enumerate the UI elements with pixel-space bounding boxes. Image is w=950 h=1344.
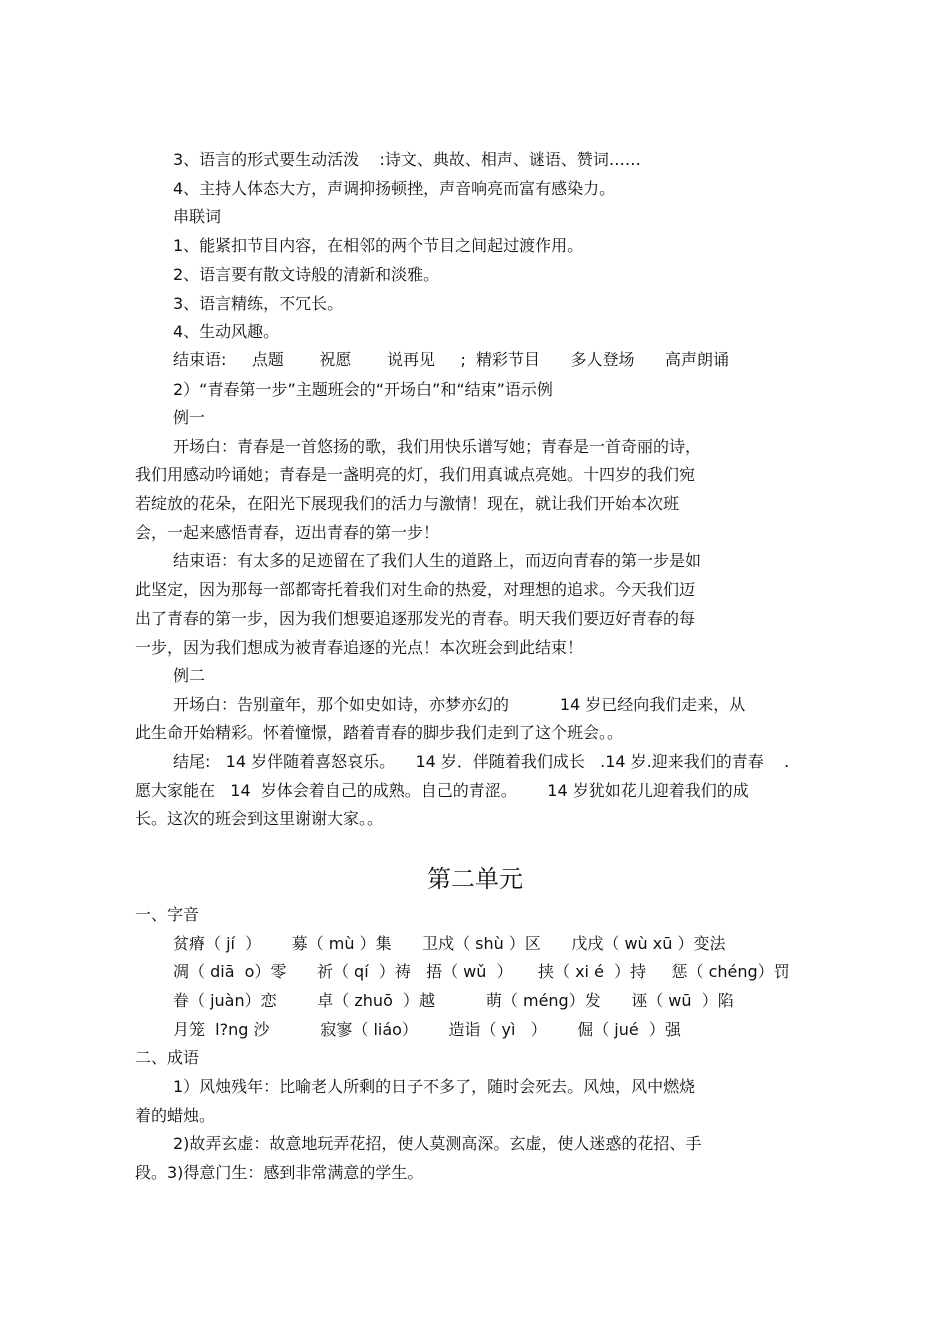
paragraph-line: 此生命开始精彩。怀着憧憬，踏着青春的脚步我们走到了这个班会。。	[135, 723, 624, 742]
text-line: 2）“青春第一步”主题班会的“开场白”和“结束”语示例	[173, 380, 553, 399]
idiom-line: 2)故弄玄虚：故意地玩弄花招，使人莫测高深。玄虚，使人迷惑的花招、手	[173, 1134, 702, 1153]
paragraph-line: 出了青春的第一步，因为我们想要追逐那发光的青春。明天我们要迈好青春的每	[135, 609, 696, 628]
paragraph-line: 此坚定，因为那每一部都寄托着我们对生命的热爱，对理想的追求。今天我们迈	[135, 580, 696, 599]
heading-lianchuanci: 串联词	[173, 207, 222, 226]
text-line: 4、生动风趣。	[173, 322, 280, 341]
example-heading: 例一	[173, 408, 206, 427]
section-heading: 一、字音	[135, 905, 200, 924]
paragraph-line: 一步，因为我们想成为被青春追逐的光点！本次班会到此结束！	[135, 638, 584, 657]
text-line: 3、语言的形式要生动活泼 :诗文、典故、相声、谜语、赞词……	[173, 150, 641, 169]
text-line: 4、主持人体态大方，声调抑扬顿挫，声音响亮而富有感染力。	[173, 179, 616, 198]
pinyin-line: 月笼 l?ng 沙 寂寥（ liáo） 造诣（ yì ） 倔（ jué ）强	[173, 1020, 681, 1039]
pinyin-line: 眷（ juàn）恋 卓（ zhuō ）越 萌（ méng）发 诬（ wū ）陷	[173, 991, 734, 1010]
text-line: 2、语言要有散文诗般的清新和淡雅。	[173, 265, 440, 284]
unit-title: 第二单元	[427, 865, 523, 893]
paragraph-line: 开场白：青春是一首悠扬的歌，我们用快乐谱写她；青春是一首奇丽的诗，	[173, 437, 702, 456]
text-line: 结束语: 点题 祝愿 说再见 ; 精彩节目 多人登场 高声朗诵	[173, 350, 730, 369]
idiom-line: 着的蜡烛。	[135, 1106, 216, 1125]
text-line: 1、能紧扣节目内容，在相邻的两个节目之间起过渡作用。	[173, 236, 584, 255]
paragraph-line: 结尾: 14 岁伴随着喜怒哀乐。 14 岁．伴随着我们成长 .14 岁.迎来我们的青春 .	[173, 752, 790, 771]
section-heading: 二、成语	[135, 1048, 200, 1067]
paragraph-line: 长。这次的班会到这里谢谢大家。。	[135, 809, 384, 828]
paragraph-line: 会，一起来感悟青春，迈出青春的第一步！	[135, 523, 440, 542]
pinyin-line: 贫瘠（ jí ） 募（ mù ）集 卫戍（ shù ）区 戊戌（ wù xū ）变法	[173, 934, 726, 953]
pinyin-line: 凋（ diā o）零 祈（ qí ）祷 捂（ wǔ ） 挟（ xi é ）持 惩（ chéng）罚	[173, 962, 790, 981]
text-line: 3、语言精练，不冗长。	[173, 294, 344, 313]
paragraph-line: 我们用感动吟诵她；青春是一盏明亮的灯，我们用真诚点亮她。十四岁的我们宛	[135, 465, 696, 484]
example-heading: 例二	[173, 666, 206, 685]
idiom-line: 1）风烛残年：比喻老人所剩的日子不多了，随时会死去。风烛，风中燃烧	[173, 1077, 696, 1096]
paragraph-line: 结束语：有太多的足迹留在了我们人生的道路上，而迈向青春的第一步是如	[173, 551, 702, 570]
paragraph-line: 开场白：告别童年，那个如史如诗，亦梦亦幻的 14 岁已经向我们走来，从	[173, 695, 746, 714]
paragraph-line: 愿大家能在 14 岁体会着自己的成熟。自己的青涩。 14 岁犹如花儿迎着我们的成	[135, 781, 749, 800]
paragraph-line: 若绽放的花朵，在阳光下展现我们的活力与激情！现在，就让我们开始本次班	[135, 494, 680, 513]
idiom-line: 段。3)得意门生：感到非常满意的学生。	[135, 1163, 424, 1182]
